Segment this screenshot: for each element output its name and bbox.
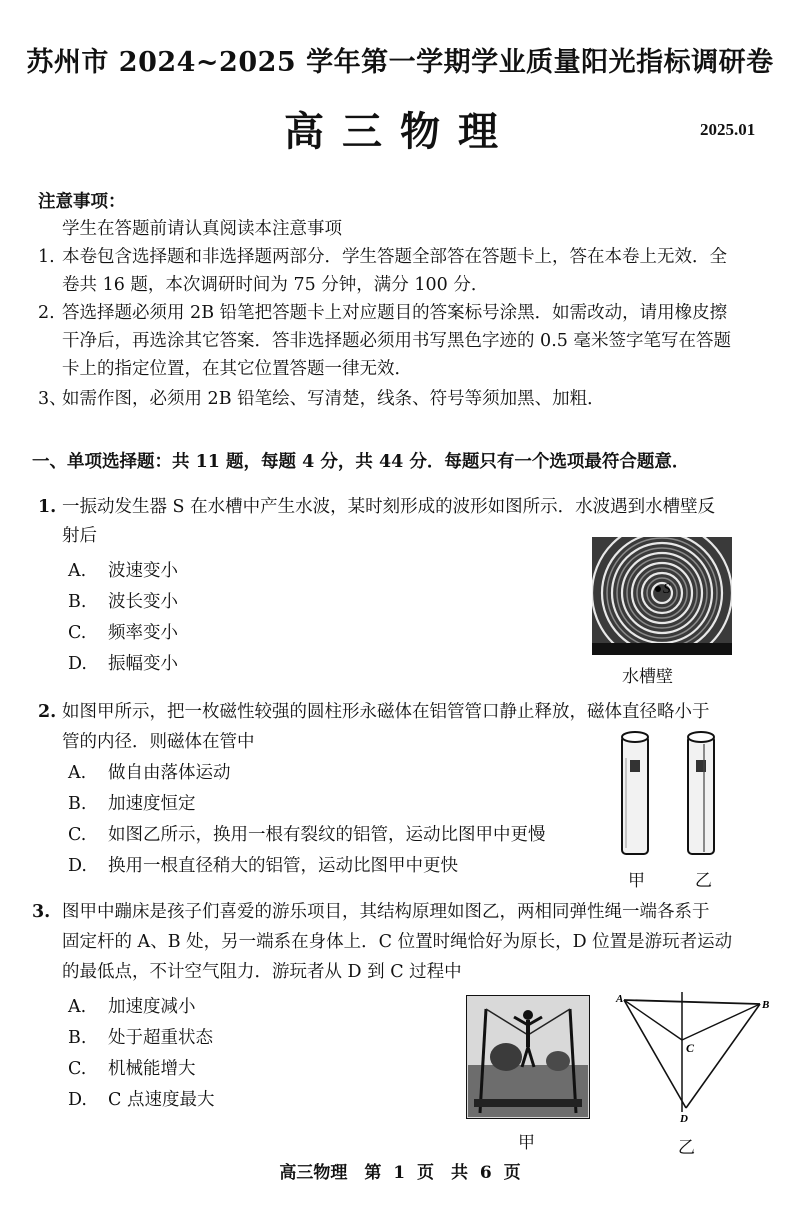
notice-heading: 注意事项： [38,192,126,212]
trampoline-photo [466,995,590,1119]
tube-jia [622,732,648,854]
notice-intro: 学生在答题前请认真阅读本注意事项 [62,219,342,239]
notice-item-3-line-1: 如需作图，必须用 2B 铅笔绘、写清楚，线条、符号等须加黑、加粗． [62,389,605,409]
point-b-label: B [762,999,770,1011]
q1-figure-caption: 水槽壁 [622,667,673,687]
q3-option-d[interactable]: D. C 点速度最大 [68,1090,215,1110]
notice-item-2-line-3: 卡上的指定位置，在其它位置答题一律无效． [62,359,412,379]
q3-caption-jia: 甲 [518,1133,535,1153]
q3-stem-line-1: 图甲中蹦床是孩子们喜爱的游乐项目，其结构原理如图乙，两相同弹性绳一端各系于 [62,902,710,922]
q1-option-c[interactable]: C. 频率变小 [68,623,178,643]
q3-option-b[interactable]: B. 处于超重状态 [68,1028,213,1048]
q3-option-c[interactable]: C. 机械能增大 [68,1059,196,1079]
q1-option-a[interactable]: A. 波速变小 [68,561,178,581]
page-footer: 高三物理 第 1 页 共 6 页 [279,1163,521,1183]
q3-option-a[interactable]: A. 加速度减小 [68,997,196,1017]
q3-caption-yi: 乙 [678,1138,695,1158]
q1-option-b[interactable]: B. 波长变小 [68,592,178,612]
point-c-label: C [686,1041,695,1055]
q2-number: 2. [38,702,57,722]
q3-number: 3. [32,902,51,922]
point-a-label: A [616,993,624,1005]
ripple-tank-figure [592,537,732,655]
q2-stem-line-2: 管的内径．则磁体在管中 [62,732,255,752]
notice-item-1-line-2: 卷共 16 题，本次调研时间为 75 分钟，满分 100 分． [62,275,489,295]
subject-title: 高三物理 [284,108,516,155]
notice-item-2-line-2: 干净后，再选涂其它答案．答非选择题必须用书写黑色字迹的 0.5 毫米签字笔写在答题 [62,331,731,351]
aluminum-tubes-figure [612,728,732,860]
q3-stem-line-2: 固定杆的 A、B 处，另一端系在身体上．C 位置时绳恰好为原长，D 位置是游玩者运动 [62,932,733,952]
rope-diagram [614,990,774,1130]
q2-stem-line-1: 如图甲所示，把一枚磁性较强的圆柱形永磁体在铝管管口静止释放，磁体直径略小于 [62,702,710,722]
q2-option-c[interactable]: C. 如图乙所示，换用一根有裂纹的铝管，运动比图甲中更慢 [68,825,546,845]
section-title: 一、单项选择题：共 11 题，每题 4 分，共 44 分．每题只有一个选项最符合题意． [32,452,690,472]
notice-item-1-num: 1. [38,247,55,267]
tube-yi [688,732,714,854]
q1-number: 1. [38,497,57,517]
q1-stem-line-2: 射后 [62,526,97,546]
exam-title: 苏州市 2024~2025 学年第一学期学业质量阳光指标调研卷 [26,47,774,78]
q2-option-b[interactable]: B. 加速度恒定 [68,794,196,814]
q3-stem-line-3: 的最低点，不计空气阻力．游玩者从 D 到 C 过程中 [62,962,462,982]
q2-caption-jia: 甲 [628,871,645,891]
point-d-label: D [680,1113,688,1125]
q2-option-d[interactable]: D. 换用一根直径稍大的铝管，运动比图甲中更快 [68,856,458,876]
exam-date: 2025.01 [700,120,756,139]
q1-option-d[interactable]: D. 振幅变小 [68,654,178,674]
source-s-label: S [663,581,671,597]
q1-stem-line-1: 一振动发生器 S 在水槽中产生水波，某时刻形成的波形如图所示．水波遇到水槽壁反 [62,497,716,517]
notice-item-3-num: 3、 [38,389,67,409]
notice-item-1-line-1: 本卷包含选择题和非选择题两部分．学生答题全部答在答题卡上，答在本卷上无效．全 [62,247,727,267]
q2-option-a[interactable]: A. 做自由落体运动 [68,763,231,783]
q2-caption-yi: 乙 [695,871,712,891]
notice-item-2-line-1: 答选择题必须用 2B 铅笔把答题卡上对应题目的答案标号涂黑．如需改动，请用橡皮擦 [62,303,728,323]
notice-item-2-num: 2. [38,303,55,323]
